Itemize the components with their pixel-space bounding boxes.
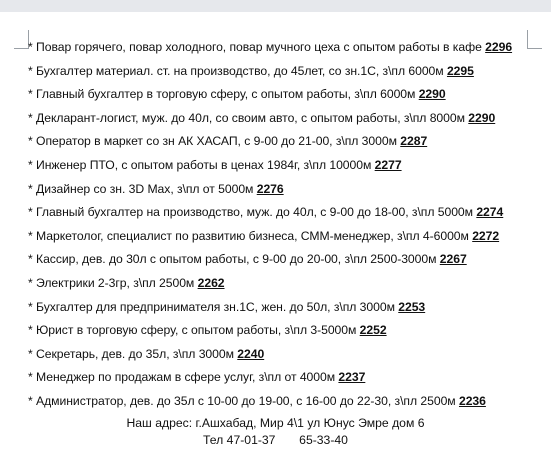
job-listing-item: [28, 319, 543, 343]
job-number: 2237: [338, 370, 366, 385]
document-top-margin: [0, 0, 551, 12]
job-description: * Юрист в торговую сферу, с опытом работы, з\пл 3-5000м: [28, 323, 360, 338]
job-description: * Главный бухгалтер в торговую сферу, с опытом работы, з\пл 6000м: [28, 87, 419, 102]
job-listing-item: [28, 201, 543, 225]
job-description: * Инженер ПТО, с опытом работы в ценах 1984г, з\пл 10000м: [28, 157, 375, 172]
job-listing-item: [28, 343, 543, 367]
job-number: 2290: [418, 87, 446, 102]
job-number: 2296: [485, 40, 513, 54]
job-description: * Администратор, дев. до 35л с 10-00 до 19-00, с 16-00 до 22-30, з\пл 2500м: [28, 393, 459, 408]
document-page: [0, 12, 551, 463]
job-listing-item: [28, 178, 543, 202]
job-listing-item: [28, 390, 543, 414]
job-listing-item: [28, 366, 543, 390]
job-number: 2240: [237, 346, 265, 361]
job-description: * Дизайнер со зн. 3D Max, з\пл от 5000м: [28, 181, 257, 196]
job-number: 2290: [468, 110, 496, 125]
job-description: * Кассир, дев. до 30л с опытом работы, с 9-00 до 20-00, з\пл 2500-3000м: [28, 252, 440, 267]
job-number: 2276: [256, 181, 284, 196]
job-description: * Менеджер по продажам в сфере услуг, з\пл от 4000м: [28, 370, 339, 385]
job-listing-item: [28, 107, 543, 131]
job-listing-item: [28, 60, 543, 84]
job-listings: [28, 36, 543, 414]
job-description: * Главный бухгалтер на производство, муж. до 40л, с 9-00 до 18-00, з\пл 5000м: [28, 205, 477, 220]
job-number: 2277: [374, 157, 402, 172]
job-listing-item: [28, 83, 543, 107]
margin-corner-mark-left: [14, 30, 29, 49]
job-listing-item: [28, 225, 543, 249]
job-description: * Декларант-логист, муж. до 40л, со своим авто, с опытом работы, з\пл 8000м: [28, 110, 469, 125]
footer-phones: Тел 47-01-37 65-33-40: [203, 433, 348, 447]
job-description: * Маркетолог, специалист по развитию бизнеса, СММ-менеджер, з\пл 4-6000м: [28, 228, 473, 243]
job-description: * Повар горячего, повар холодного, повар мучного цеха с опытом работы в кафе: [28, 40, 486, 54]
job-description: * Электрики 2-3гр, з\пл 2500м: [28, 275, 198, 290]
job-listing-item: [28, 130, 543, 154]
job-number: 2252: [359, 323, 387, 338]
job-description: * Секретарь, дев. до 35л, з\пл 3000м: [28, 346, 238, 361]
job-description: * Бухгалтер материал. ст. на производство, до 45лет, со зн.1С, з\пл 6000м: [28, 63, 447, 78]
job-number: 2262: [197, 275, 225, 290]
job-listing-item: [28, 272, 543, 296]
job-listing-item: [28, 154, 543, 178]
job-listing-item: [28, 36, 543, 60]
job-number: 2287: [400, 134, 428, 149]
job-listing-item: [28, 296, 543, 320]
job-listing-item: [28, 248, 543, 272]
job-description: * Оператор в маркет со зн АК ХАСАП, с 9-00 до 21-00, з\пл 3000м: [28, 134, 401, 149]
job-number: 2274: [476, 205, 504, 220]
job-number: 2295: [446, 63, 474, 78]
footer-address: Наш адрес: г.Ашхабад, Мир 4\1 ул Юнус Эмре дом 6: [126, 416, 425, 430]
job-number: 2253: [398, 299, 426, 314]
job-number: 2236: [458, 393, 486, 408]
job-number: 2267: [439, 252, 467, 267]
job-description: * Бухгалтер для предпринимателя зн.1С, жен. до 50л, з\пл 3000м: [28, 299, 399, 314]
job-number: 2272: [472, 228, 500, 243]
